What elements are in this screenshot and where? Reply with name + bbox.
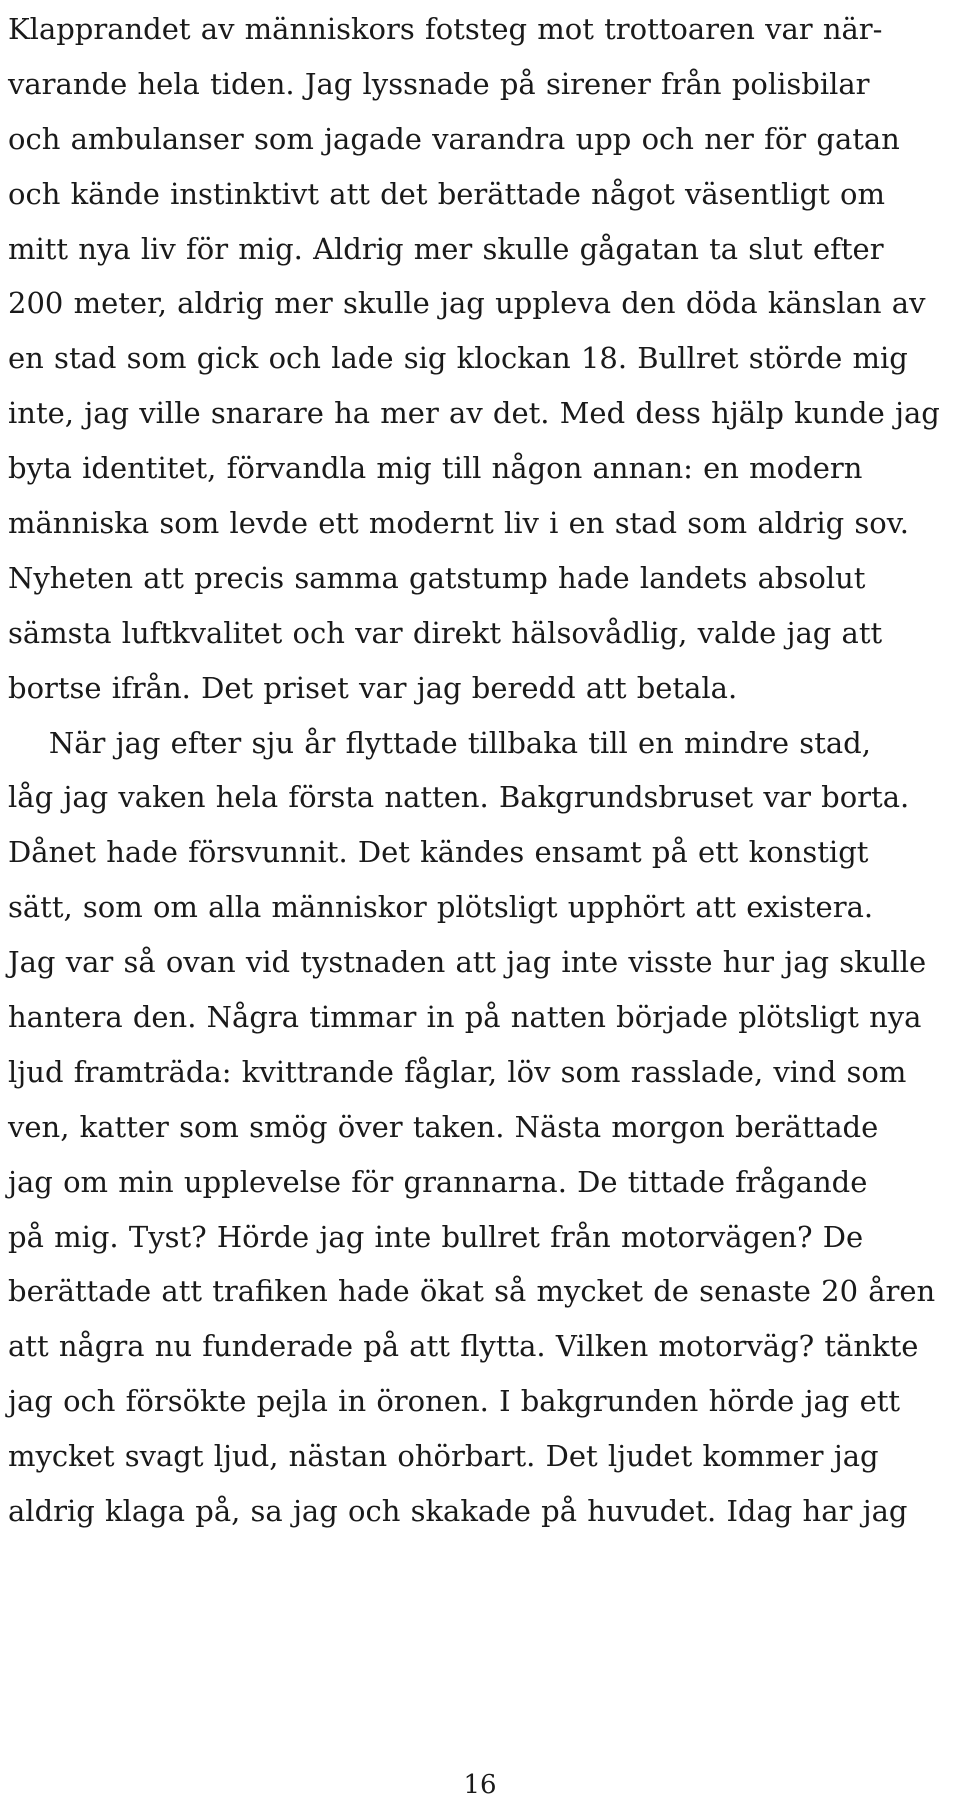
text-line: byta identitet, förvandla mig till någon annan: en modern [8,451,863,486]
text-line: När jag efter sju år flyttade tillbaka till en mindre stad, [8,725,871,760]
text-line: bortse ifrån. Det priset var jag beredd att betala. [8,670,738,705]
text-line: mycket svagt ljud, nästan ohörbart. Det ljudet kommer jag [8,1439,879,1474]
text-line: Dånet hade försvunnit. Det kändes ensamt på ett konstigt [8,835,869,870]
body-text [8,2,958,1539]
text-line: sämsta luftkvalitet och var direkt hälsovådlig, valde jag att [8,615,883,650]
text-line: att några nu funderade på att flytta. Vilken motorväg? tänkte [8,1329,919,1364]
text-line: och ambulanser som jagade varandra upp och ner för gatan [8,121,900,156]
text-line: låg jag vaken hela första natten. Bakgrundsbruset var borta. [8,780,910,815]
text-line: jag och försökte pejla in öronen. I bakgrunden hörde jag ett [8,1384,901,1419]
text-line: en stad som gick och lade sig klockan 18. Bullret störde mig [8,341,908,376]
text-line: Klapprandet av människors fotsteg mot trottoaren var när- [8,12,883,46]
text-line: Nyheten att precis samma gatstump hade landets absolut [8,560,866,595]
page-number: 16 [463,1770,497,1800]
text-line: sätt, som om alla människor plötsligt upphört att existera. [8,890,874,925]
text-line: ljud framträda: kvittrande fåglar, löv som rasslade, vind som [8,1054,907,1089]
text-line: berättade att trafiken hade ökat så mycket de senaste 20 åren [8,1274,936,1309]
text-line: inte, jag ville snarare ha mer av det. Med dess hjälp kunde jag [8,396,940,431]
text-line: 200 meter, aldrig mer skulle jag uppleva den döda känslan av [8,286,926,321]
text-line: aldrig klaga på, sa jag och skakade på huvudet. Idag har jag [8,1494,908,1529]
text-line: människa som levde ett modernt liv i en stad som aldrig sov. [8,506,909,541]
text-line: Jag var så ovan vid tystnaden att jag inte visste hur jag skulle [8,945,927,980]
text-line: ven, katter som smög över taken. Nästa morgon berättade [8,1109,879,1144]
text-line: på mig. Tyst? Hörde jag inte bullret från motorvägen? De [8,1219,864,1254]
text-line: varande hela tiden. Jag lyssnade på sirener från polisbilar [8,66,870,101]
text-line: hantera den. Några timmar in på natten började plötsligt nya [8,1000,922,1035]
text-line: jag om min upplevelse för grannarna. De tittade frågande [8,1164,868,1199]
text-line: mitt nya liv för mig. Aldrig mer skulle gågatan ta slut efter [8,231,884,266]
text-line: och kände instinktivt att det berättade något väsentligt om [8,176,885,211]
